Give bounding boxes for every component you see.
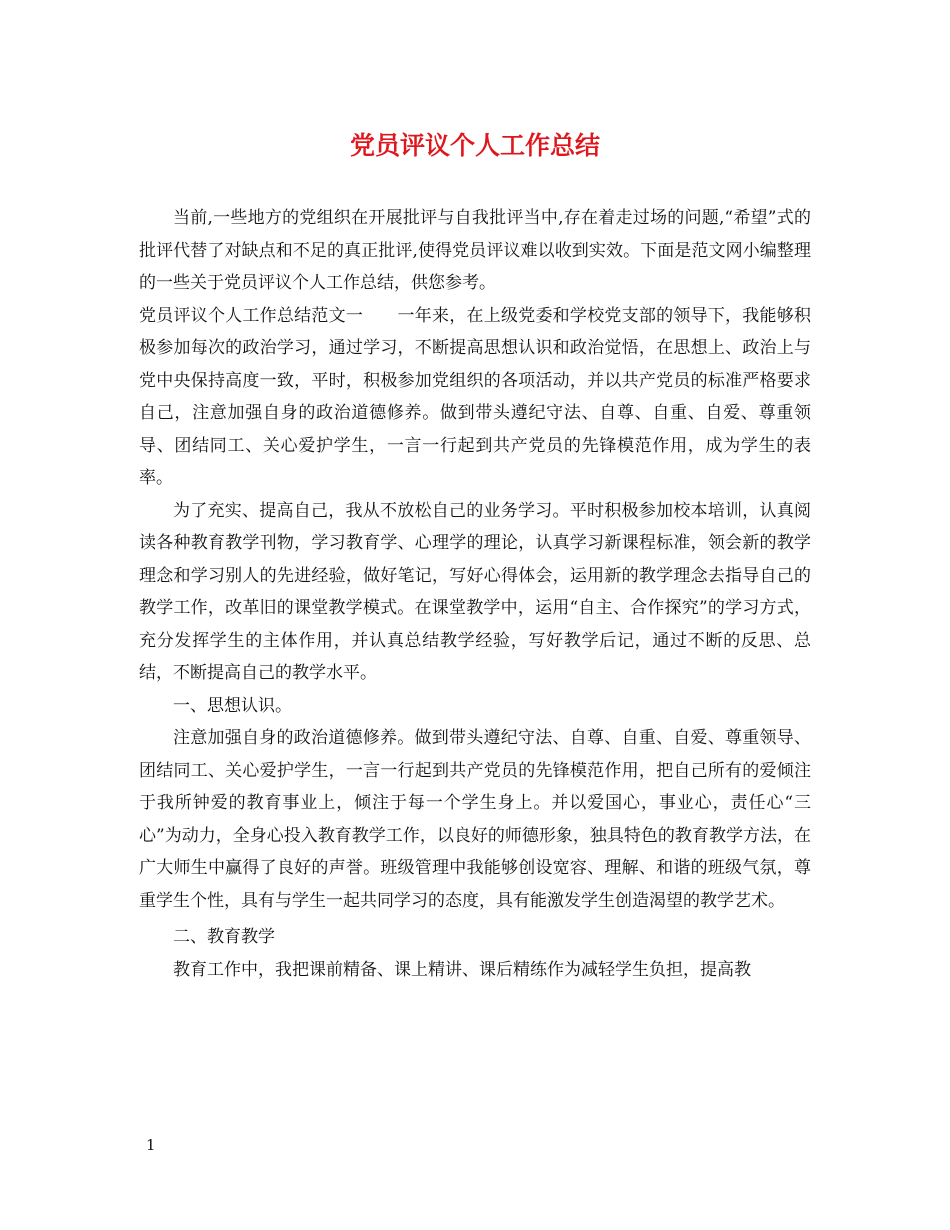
page-number: 1 bbox=[146, 1136, 156, 1154]
sample-one-paragraph: 党员评议个人工作总结范文一 一年来，在上级党委和学校党支部的领导下，我能够积极参加每次的政治学习，通过学习，不断提高思想认识和政治觉悟，在思想上、政治上与党中央保持高度一致，平时，积极参加党组织的各项活动，并以共产党员的标准严格要求自己，注意加强自身的政治道德修养。做到带头遵纪守法、自尊、自重、自爱、尊重领导、团结同工、关心爱护学生，一言一行起到共产党员的先锋模范作用，成为学生的表率。 bbox=[139, 305, 811, 488]
ideology-paragraph: 注意加强自身的政治道德修养。做到带头遵纪守法、自尊、自重、自爱、尊重领导、团结同工、关心爱护学生，一言一行起到共产党员的先锋模范作用，把自己所有的爱倾注于我所钟爱的教育事业上，倾注于每一个学生身上。并以爱国心，事业心，责任心“三心”为动力，全身心投入教育教学工作，以良好的师德形象，独具特色的教育教学方法，在广大师生中赢得了良好的声誉。班级管理中我能够创设宽容、理解、和谐的班级气氛，尊重学生个性，具有与学生一起共同学习的态度，具有能激发学生创造渴望的教学艺术。 bbox=[139, 728, 811, 911]
teaching-paragraph: 教育工作中，我把课前精备、课上精讲、课后精练作为减轻学生负担，提高教 bbox=[173, 959, 751, 980]
study-paragraph: 为了充实、提高自己，我从不放松自己的业务学习。平时积极参加校本培训，认真阅读各种教育教学刊物，学习教育学、心理学的理论，认真学习新课程标准，领会新的教学理念和学习别人的先进经验，做好笔记，写好心得体会，运用新的教学理念去指导自己的教学工作，改革旧的课堂教学模式。在课堂教学中，运用“自主、合作探究”的学习方式，充分发挥学生的主体作用，并认真总结教学经验，写好教学后记，通过不断的反思、总结，不断提高自己的教学水平。 bbox=[139, 500, 811, 683]
document-body bbox=[139, 202, 811, 986]
intro-paragraph: 当前,一些地方的党组织在开展批评与自我批评当中,存在着走过场的问题,“希望”式的批评代替了对缺点和不足的真正批评,使得党员评议难以收到实效。下面是范文网小编整理的一些关于党员评议个人工作总结，供您参考。 bbox=[139, 208, 811, 293]
section-heading-teaching: 二、教育教学 bbox=[173, 927, 275, 947]
section-heading-ideology: 一、思想认识。 bbox=[173, 695, 292, 716]
page-title: 党员评议个人工作总结 bbox=[349, 131, 600, 160]
